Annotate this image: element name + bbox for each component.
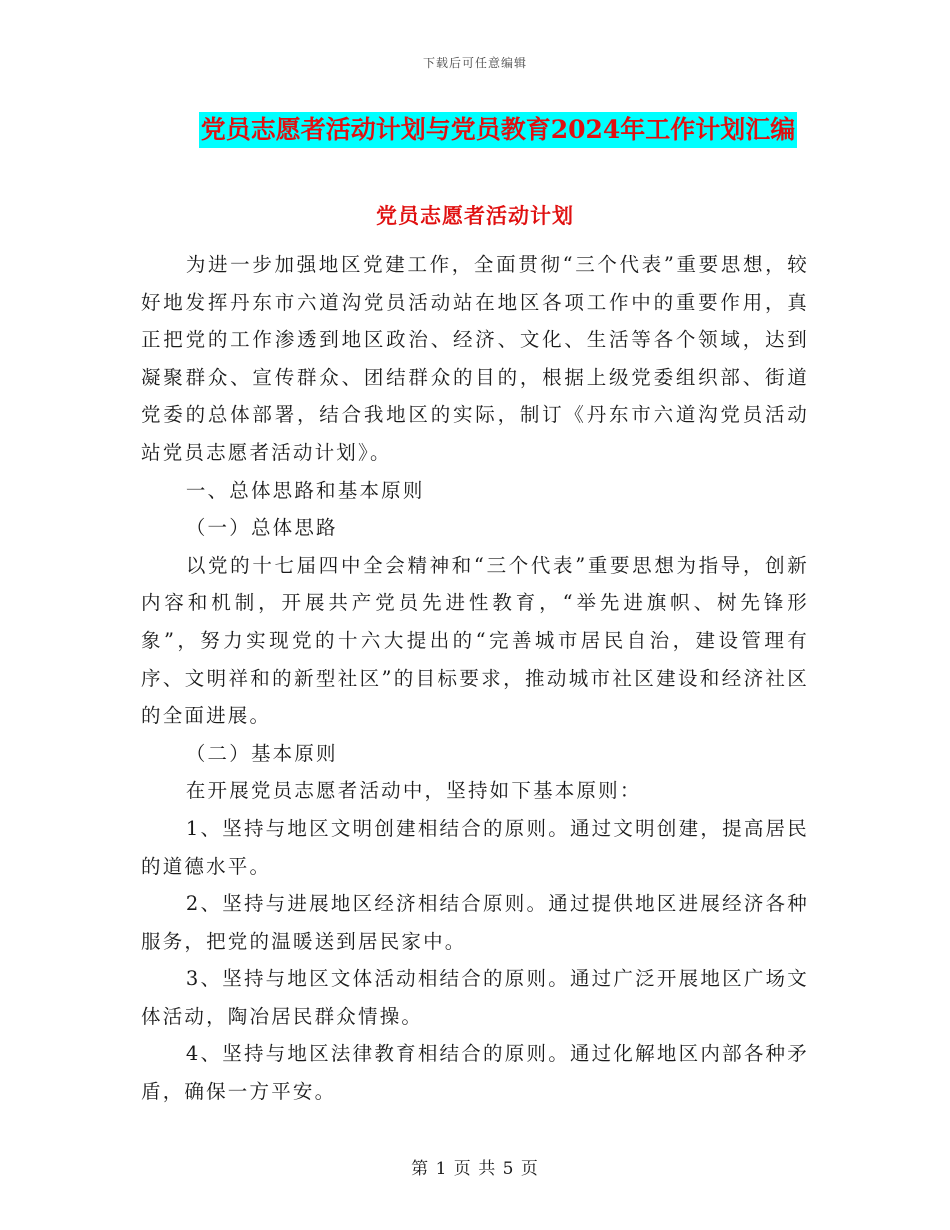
page-footer: 第 1 页 共 5 页 bbox=[411, 1159, 539, 1179]
principle-item-1: 1、坚持与地区文明创建相结合的原则。通过文明创建，提高居民的道德水平。 bbox=[141, 816, 809, 878]
paragraph-principles-intro: 在开展党员志愿者活动中，坚持如下基本原则： bbox=[185, 779, 642, 803]
header-note: 下载后可任意编辑 bbox=[422, 56, 527, 70]
subheading-general-ideas: （一）总体思路 bbox=[185, 516, 338, 540]
heading-general-ideas-principles: 一、总体思路和基本原则 bbox=[185, 478, 425, 502]
subheading-basic-principles: （二）基本原则 bbox=[185, 741, 338, 765]
principle-item-4: 4、坚持与地区法律教育相结合的原则。通过化解地区内部各种矛盾，确保一方平安。 bbox=[141, 1042, 809, 1104]
document-body bbox=[141, 246, 809, 1111]
paragraph-intro: 为进一步加强地区党建工作，全面贯彻“三个代表”重要思想，较好地发挥丹东市六道沟党员活动站在地区各项工作中的重要作用，真正把党的工作渗透到地区政治、经济、文化、生活等各个领域，达到凝聚群众、宣传群众、团结群众的目的，根据上级党委组织部、街道党委的总体部署，结合我地区的实际，制订《丹东市六道沟党员活动站党员志愿者活动计划》。 bbox=[141, 253, 809, 464]
paragraph-general-ideas: 以党的十七届四中全会精神和“三个代表”重要思想为指导，创新内容和机制，开展共产党员先进性教育，“举先进旗帜、树先锋形象”，努力实现党的十六大提出的“完善城市居民自治，建设管理有序、文明祥和的新型社区”的目标要求，推动城市社区建设和经济社区的全面进展。 bbox=[141, 553, 809, 728]
principle-item-2: 2、坚持与进展地区经济相结合原则。通过提供地区进展经济各种服务，把党的温暖送到居民家中。 bbox=[141, 892, 809, 953]
main-title: 党员志愿者活动计划与党员教育2024年工作计划汇编 bbox=[199, 112, 798, 148]
section-title: 党员志愿者活动计划 bbox=[376, 203, 574, 228]
principle-item-3: 3、坚持与地区文体活动相结合的原则。通过广泛开展地区广场文体活动，陶冶居民群众情操。 bbox=[141, 967, 809, 1028]
main-title-wrap bbox=[0, 112, 950, 148]
